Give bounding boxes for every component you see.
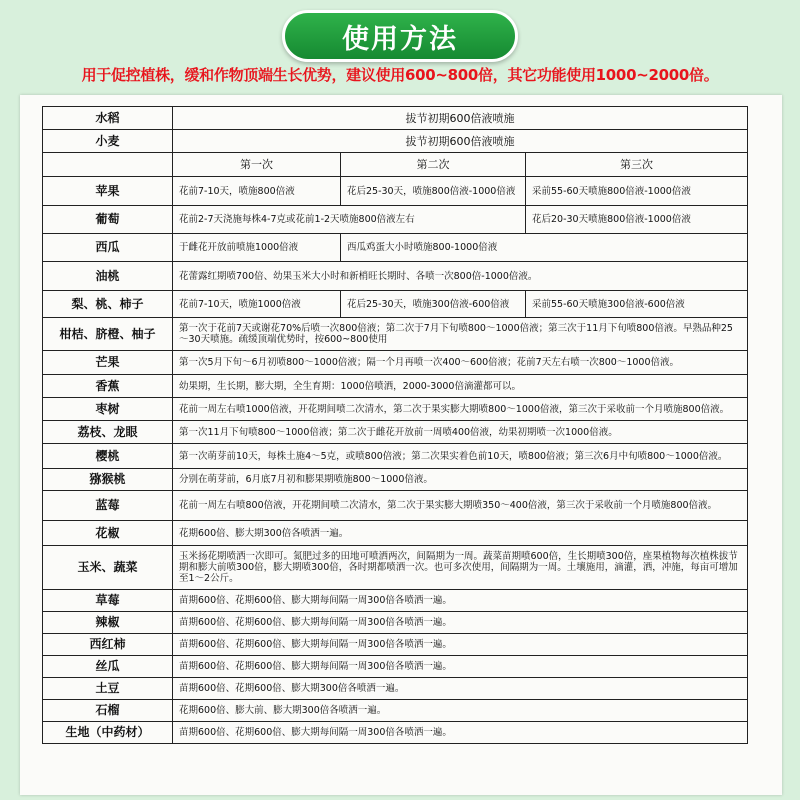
table-row [43, 318, 748, 351]
crop-name: 石榴 [43, 700, 173, 722]
table-row [43, 612, 748, 634]
header-blank [43, 153, 173, 177]
crop-name: 樱桃 [43, 444, 173, 469]
crop-name: 蓝莓 [43, 491, 173, 521]
usage-text: 花蕾露红期喷700倍、幼果玉米大小时和新梢旺长期时、各喷一次800倍-1000倍液。 [173, 262, 748, 291]
usage-text: 幼果期，生长期，膨大期，全生育期：1000倍喷洒，2000-3000倍滴灌都可以。 [173, 375, 748, 398]
crop-name: 芒果 [43, 351, 173, 375]
title-banner [282, 10, 518, 62]
second-application: 花后25-30天，喷施800倍液-1000倍液 [341, 177, 526, 206]
table-row [43, 206, 748, 234]
table-row [43, 262, 748, 291]
crop-name: 苹果 [43, 177, 173, 206]
header-second: 第二次 [341, 153, 526, 177]
table-row [43, 656, 748, 678]
first-application: 花前2-7天浇施每株4-7克或花前1-2天喷施800倍液左右 [173, 206, 526, 234]
usage-text: 花期600倍、膨大期300倍各喷洒一遍。 [173, 521, 748, 546]
page-title: 使用方法 [342, 23, 458, 55]
second-application: 西瓜鸡蛋大小时喷施800-1000倍液 [341, 234, 748, 262]
first-application: 花前7-10天，喷施800倍液 [173, 177, 341, 206]
table-row [43, 375, 748, 398]
usage-text: 花前一周左右喷1000倍液，开花期间喷二次清水，第二次于果实膨大期喷800～1000倍液，第三次于采收前一个月喷施800倍液。 [173, 398, 748, 421]
header-row [43, 153, 748, 177]
table-row [43, 234, 748, 262]
usage-table [42, 106, 748, 744]
usage-text: 拔节初期600倍液喷施 [173, 130, 748, 153]
second-application: 花后25-30天，喷施300倍液-600倍液 [341, 291, 526, 318]
table-row [43, 444, 748, 469]
crop-name: 枣树 [43, 398, 173, 421]
usage-text: 苗期600倍、花期600倍、膨大期每间隔一周300倍各喷洒一遍。 [173, 590, 748, 612]
crop-name: 草莓 [43, 590, 173, 612]
crop-name: 西红柿 [43, 634, 173, 656]
usage-text: 苗期600倍、花期600倍、膨大期每间隔一周300倍各喷洒一遍。 [173, 722, 748, 744]
usage-text: 苗期600倍、花期600倍、膨大期每间隔一周300倍各喷洒一遍。 [173, 656, 748, 678]
usage-text: 玉米扬花期喷洒一次即可。氮肥过多的田地可喷洒两次，间隔期为一周。蔬菜苗期喷600倍，生长期喷300倍，座果植物每次植株拔节期和膨大前喷300倍，膨大期喷300倍，各时期都喷洒一次。也可多次使用，间隔期为一周。土壤施用，滴灌，洒，冲施，每亩可增加至1～2公斤。 [173, 546, 748, 590]
third-application: 采前55-60天喷施300倍液-600倍液 [526, 291, 748, 318]
header-first: 第一次 [173, 153, 341, 177]
table-row [43, 469, 748, 491]
usage-text: 花期600倍、膨大前、膨大期300倍各喷洒一遍。 [173, 700, 748, 722]
table-row [43, 130, 748, 153]
table-row [43, 398, 748, 421]
usage-text: 花前一周左右喷800倍液，开花期间喷二次清水，第二次于果实膨大期喷350～400倍液，第三次于采收前一个月喷施800倍液。 [173, 491, 748, 521]
table-row [43, 177, 748, 206]
first-application: 花前7-10天，喷施1000倍液 [173, 291, 341, 318]
first-application: 于雌花开放前喷施1000倍液 [173, 234, 341, 262]
crop-name: 柑桔、脐橙、柚子 [43, 318, 173, 351]
crop-name: 小麦 [43, 130, 173, 153]
crop-name: 花椒 [43, 521, 173, 546]
table-row [43, 678, 748, 700]
usage-text: 第一次萌芽前10天，每株土施4～5克，或喷800倍液；第二次果实着色前10天，喷800倍液；第三次6月中旬喷800～1000倍液。 [173, 444, 748, 469]
table-row [43, 491, 748, 521]
table-row [43, 291, 748, 318]
crop-name: 玉米、蔬菜 [43, 546, 173, 590]
crop-name: 香蕉 [43, 375, 173, 398]
crop-name: 辣椒 [43, 612, 173, 634]
usage-text: 第一次5月下旬～6月初喷800～1000倍液；隔一个月再喷一次400～600倍液；花前7天左右喷一次800～1000倍液。 [173, 351, 748, 375]
crop-name: 水稻 [43, 107, 173, 130]
usage-text: 苗期600倍、花期600倍、膨大期每间隔一周300倍各喷洒一遍。 [173, 612, 748, 634]
header-third: 第三次 [526, 153, 748, 177]
table-row [43, 590, 748, 612]
crop-name: 生地（中药材） [43, 722, 173, 744]
table-row [43, 700, 748, 722]
usage-text: 苗期600倍、花期600倍、膨大期300倍各喷洒一遍。 [173, 678, 748, 700]
subtitle: 用于促控植株，缓和作物顶端生长优势，建议使用600~800倍，其它功能使用1000~2000倍。 [81, 66, 719, 84]
crop-name: 丝瓜 [43, 656, 173, 678]
third-application: 采前55-60天喷施800倍液-1000倍液 [526, 177, 748, 206]
usage-text: 苗期600倍、花期600倍、膨大期每间隔一周300倍各喷洒一遍。 [173, 634, 748, 656]
usage-text: 第一次于花前7天或谢花70%后喷一次800倍液；第二次于7月下旬喷800～1000倍液；第三次于11月下旬喷800倍液。早熟品种25～30天喷施。疏缓顶端优势时，按600~800使用 [173, 318, 748, 351]
crop-name: 梨、桃、柿子 [43, 291, 173, 318]
crop-name: 土豆 [43, 678, 173, 700]
table-row [43, 546, 748, 590]
crop-name: 猕猴桃 [43, 469, 173, 491]
table-row [43, 521, 748, 546]
crop-name: 油桃 [43, 262, 173, 291]
crop-name: 西瓜 [43, 234, 173, 262]
usage-text: 分别在萌芽前，6月底7月初和膨果期喷施800～1000倍液。 [173, 469, 748, 491]
table-row [43, 722, 748, 744]
usage-text: 拔节初期600倍液喷施 [173, 107, 748, 130]
crop-name: 荔枝、龙眼 [43, 421, 173, 444]
crop-name: 葡萄 [43, 206, 173, 234]
table-row [43, 421, 748, 444]
table-row [43, 634, 748, 656]
third-application: 花后20-30天喷施800倍液-1000倍液 [526, 206, 748, 234]
usage-text: 第一次11月下旬喷800～1000倍液；第二次于雌花开放前一周喷400倍液，幼果初期喷一次1000倍液。 [173, 421, 748, 444]
table-row [43, 351, 748, 375]
table-row [43, 107, 748, 130]
